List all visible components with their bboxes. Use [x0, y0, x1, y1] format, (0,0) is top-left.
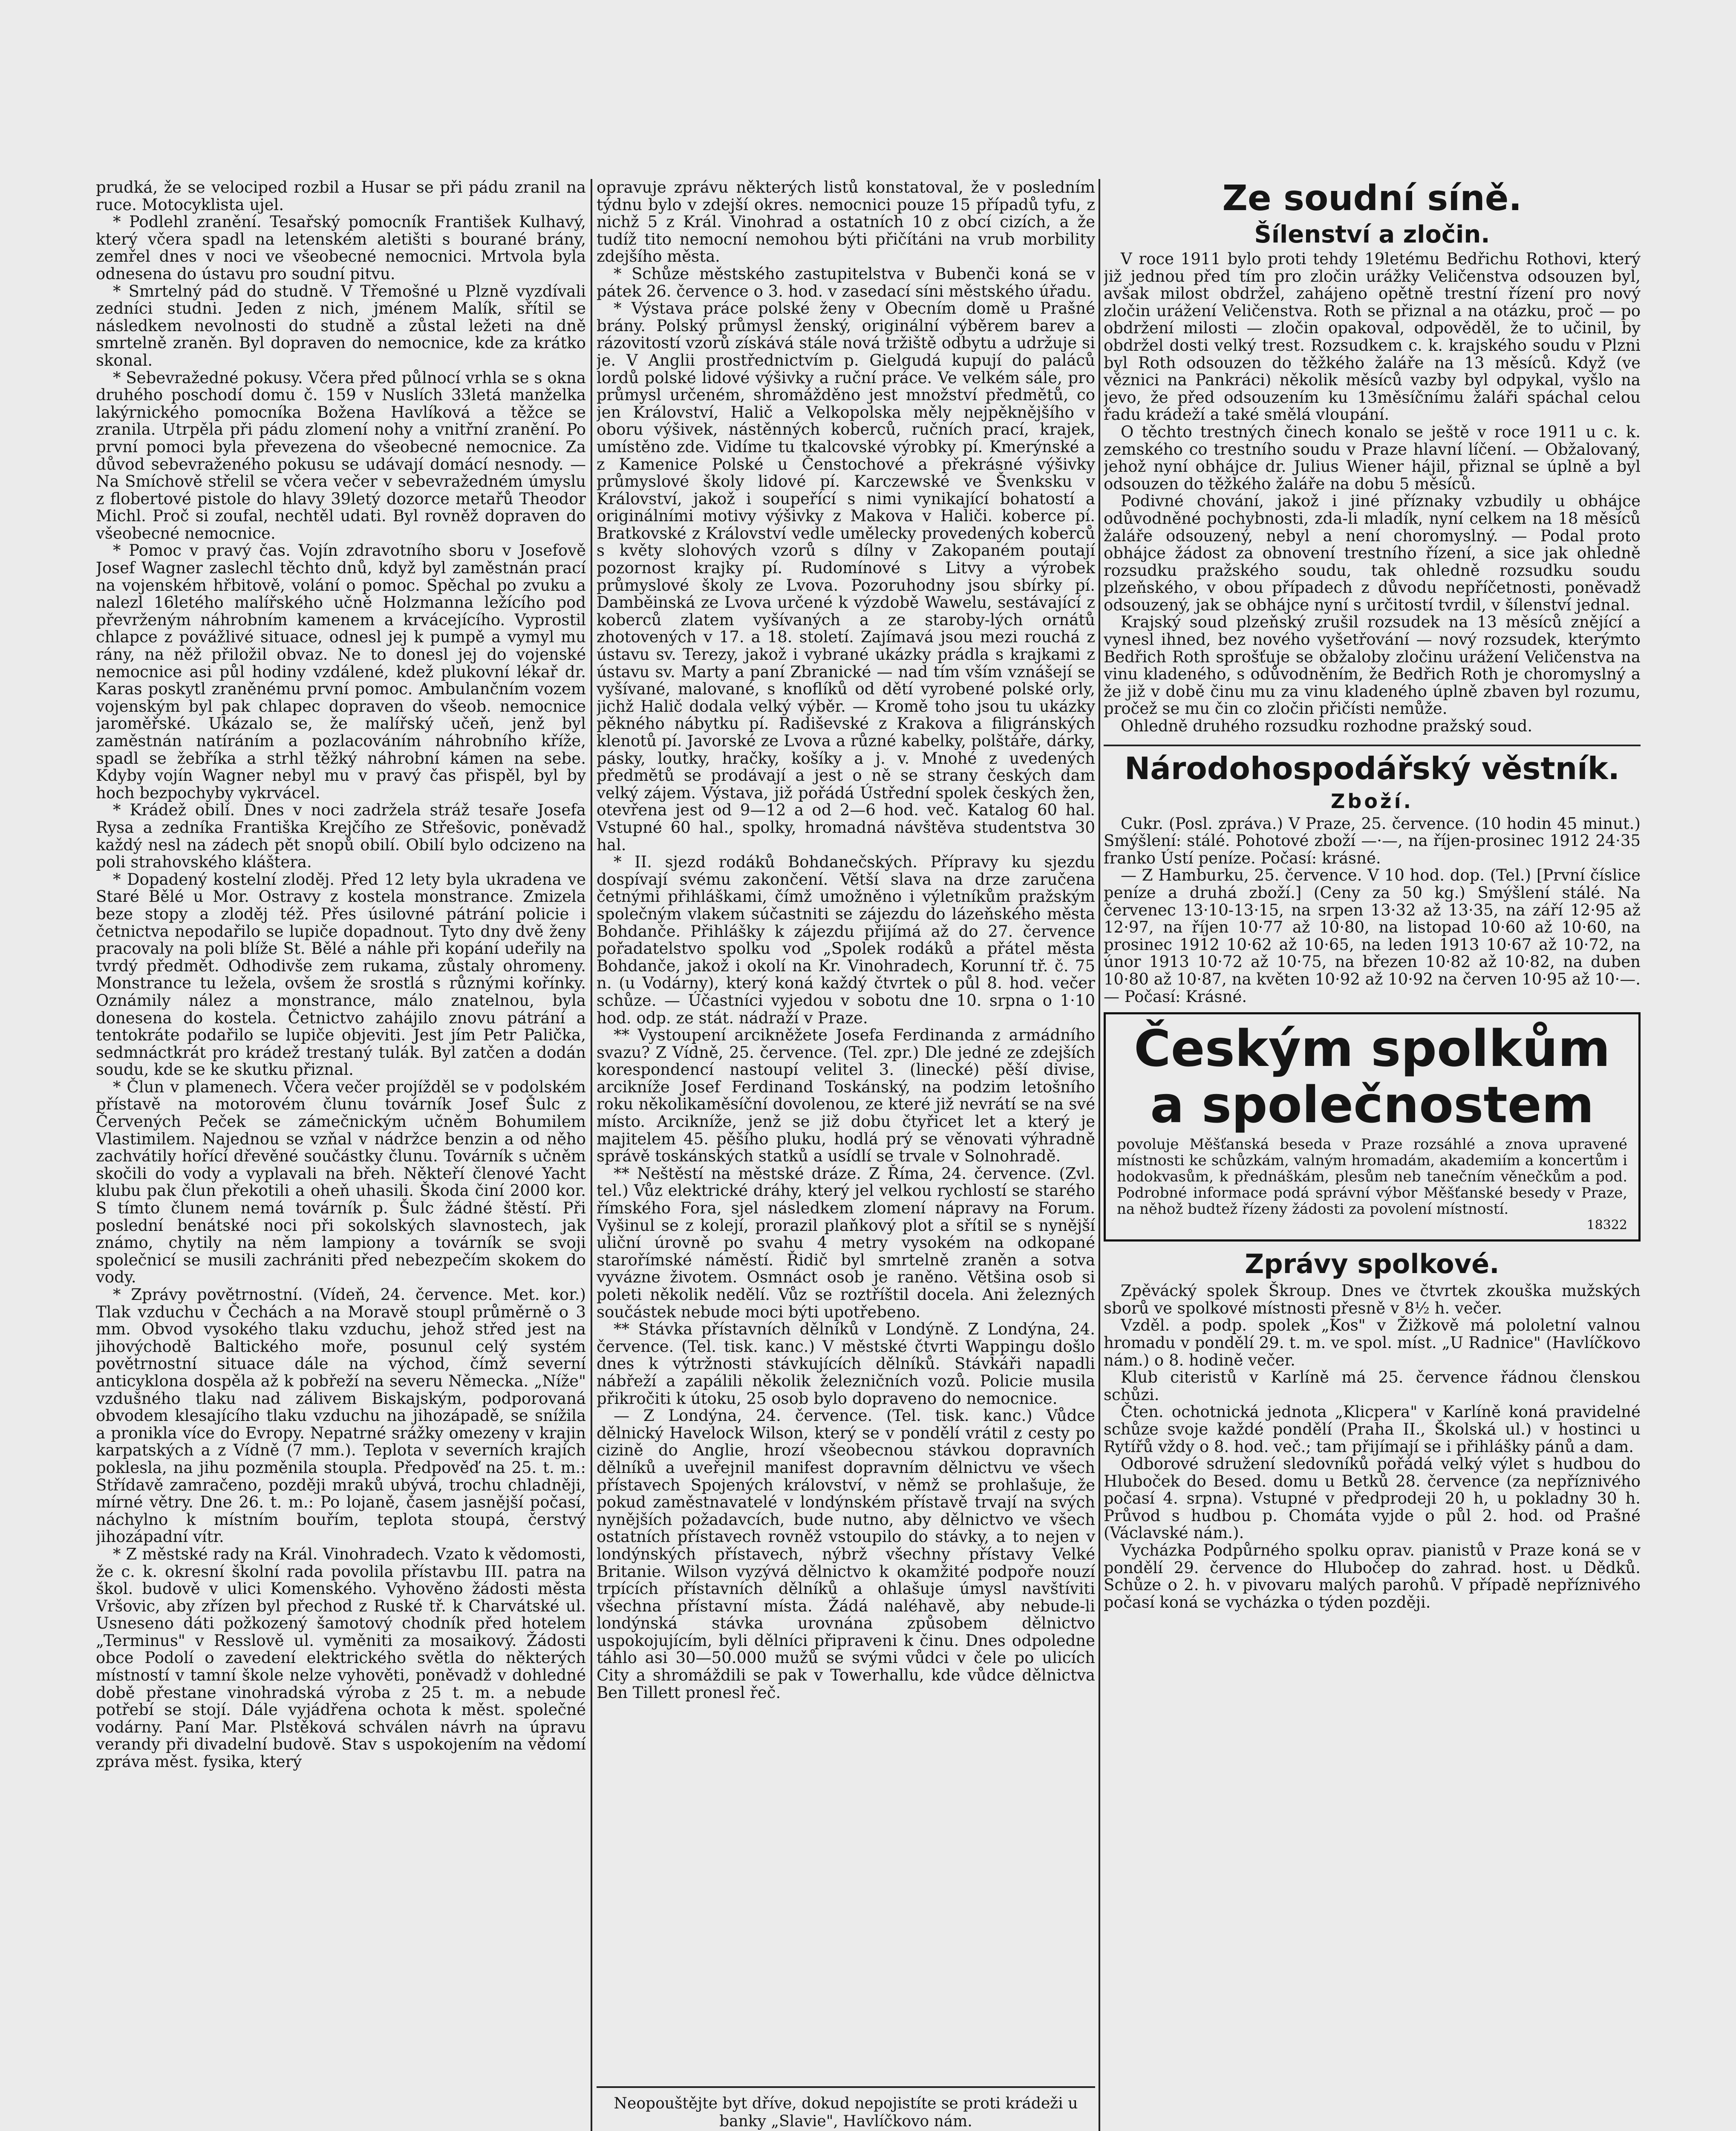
column-divider	[591, 179, 592, 2131]
box-code: 18322	[1586, 1218, 1627, 1233]
article-paragraph: — Z Hamburku, 25. července. V 10 hod. dop. (Tel.) [První číslice peníze a druhá zboží.] (Ceny za 50 kg.) Smýšlení stálé. Na červenec 13·10-13·15, na srpen 13·32 až 13·35, na září 12·95 až 12·97, na říjen 10·77 až 10·80, na listopad 10·60 až 10·60, na prosinec 1912 10·62 až 10·65, na leden 1913 10·67 až 10·72, na únor 1913 10·72 až 10·75, na březen 10·82 až 10·82, na duben 10·80 až 10·87, na květen 10·92 až 10·92 na červen 10·95 až 10·—. — Počasí: Krásné.	[1104, 866, 1641, 1006]
article-paragraph: * Sebevražedné pokusy. Včera před půlnocí vrhla se s okna druhého poschodí domu č. 159 v Nuslích 33letá manželka lakýrnického pomocníka Božena Havlíková a těžce se zranila. Utrpěla při pádu zlomení nohy a vnitřní zranění. Po první pomoci byla převezena do všeobecné nemocnice. Za důvod sebevraženého pokusu se udávají domácí nesnody. — Na Smíchově střelil se včera večer v sebevražedném úmyslu z flobertové pistole do hlavy 39letý dozorce metařů Theodor Michl. Proč si zoufal, nechtěl udati. Byl rovněž dopraven do všeobecné nemocnice.	[96, 368, 586, 543]
article-paragraph: Klub citeristů v Karlíně má 25. července řádnou členskou schůzi.	[1104, 1368, 1641, 1404]
article-paragraph: ** Stávka přístavních dělníků v Londýně. Z Londýna, 24. července. (Tel. tisk. kanc.) V městské čtvrti Wappingu došlo dnes k výtržnosti stávkujících dělníků. Stávkáři napadli nábřeží a zapálili několik železničních vozů. Policie musila přikročiti k útoku, 25 osob bylo dopraveno do nemocnice.	[597, 1320, 1095, 1408]
article-paragraph: * Schůze městského zastupitelstva v Bubenči koná se v pátek 26. července o 3. hod. v zasedací síni městského úřadu.	[597, 264, 1095, 300]
court-section-title: Ze soudní síně.	[1222, 179, 1522, 219]
court-subtitle: Šílenství a zločin.	[1254, 221, 1490, 248]
article-paragraph: Ohledně druhého rozsudku rozhodne pražský soud.	[1121, 717, 1533, 736]
column-divider	[1099, 179, 1100, 2131]
article-paragraph: Krajský soud plzeňský zrušil rozsudek na 13 měsíců znějící a vynesl ihned, bez nového vyšetřování — nový rozsudek, kterýmto Bedřich Roth sprošťuje se obžaloby zločinu urážení Veličenstva na vinu kladeného, s odůvodněním, že Bedřich Roth je choromyslný a že již v době činu mu za vinu kladeného úplně zbaven byl rozumu, pročež se mu čin co zločin přičísti nemůže.	[1104, 613, 1641, 718]
article-paragraph: ** Neštěstí na městské dráze. Z Říma, 24. července. (Zvl. tel.) Vůz elektrické dráhy, který jel velkou rychlostí se starého římského Fora, sjel následkem zlomení nápravy na Forum. Vyšinul se z kolejí, prorazil plaňkový plot a sřítil se s nynější uliční úrovně po svahu 4 metry vysokém na odkopané starořímské náměstí. Řidič byl smrtelně zraněn a sotva vyvázne životem. Osmnáct osob je raněno. Většina osob si poleti několik nedělí. Vůz se roztříštil docela. Ani železných součástek nebude moci býti upotřebeno.	[597, 1164, 1095, 1321]
article-paragraph: * II. sjezd rodáků Bohdanečských. Přípravy ku sjezdu dospívají svému zakončení. Větší slava na drze zaručena četnými přihláškami, čímž umožněno i výletníkům pražským společným vlakem súčastniti se zájezdu do lázeňského města Bohdanče. Přihlášky k zájezdu přijímá až do 27. července pořadatelstvo spolku vod „Spolek rodáků a přátel města Bohdanče, jakož i okolí na Kr. Vinohradech, Korunní tř. č. 75 n. (u Vodárny), který koná každý čtvrtek o půl 8. hod. večer schůze. — Účastníci vyjedou v sobotu dne 10. srpna o 1·10 hod. odp. ze stát. nádraží v Praze.	[597, 853, 1095, 1027]
column-2	[597, 179, 1095, 2084]
article-paragraph: Vzděl. a podp. spolek „Kos" v Žižkově má pololetní valnou hromadu v pondělí 29. t. m. ve spol. míst. „U Radnice" (Havlíčkovo nám.) o 8. hodině večer.	[1104, 1316, 1641, 1369]
goods-subtitle: Zboží.	[1331, 789, 1413, 813]
article-paragraph: Vycházka Podpůrného spolku oprav. pianistů v Praze koná se v pondělí 29. července do Hlubočep do zahrad. host. u Dědků. Schůze o 2. h. v pivovaru malých parohů. V případě nepříznivého počasí koná se vycházka o týden později.	[1104, 1541, 1641, 1611]
article-paragraph: * Pomoc v pravý čas. Vojín zdravotního sboru v Josefově Josef Wagner zaslechl těchto dnů, když byl zaměstnán prací na vojenském hřbitově, volání o pomoc. Spěchal po zvuku a nalezl 16letého malířského učně Holzmanna ležícího pod převrženým náhrobním kamenem a krvácejícího. Vyprostil chlapce z povážlivé situace, odnesl jej k pumpě a vymyl mu rány, na něž přiložil obvaz. Ne to donesl jej do vojenské nemocnice asi půl hodiny vzdálené, kdež plukovní lékař dr. Karas poskytl zraněnému první pomoc. Ambulančním vozem vojenským byl pak chlapec dopraven do všeob. nemocnice jaroměřské. Ukázalo se, že malířský učeň, jenž byl zaměstnán natíráním a pozlacováním náhrobního kříže, spadl se žebříka a strhl těžký náhrobní kámen na sebe. Kdyby vojín Wagner nebyl mu v pravý čas přispěl, byl by hoch bezpochyby vykrvácel.	[96, 541, 586, 802]
article-paragraph: * Krádež obilí. Dnes v noci zadržela stráž tesaře Josefa Rysa a zedníka Františka Krejčího ze Střešovic, poněvadž každý nesl na zádech pět snopů obilí. Obilí bylo odcizeno na poli strahovského kláštera.	[96, 801, 586, 872]
economy-section-title: Národohospodářský věstník.	[1125, 750, 1620, 786]
article-paragraph: * Člun v plamenech. Včera večer projížděl se v podolském přístavě na motorovém člunu továrník Josef Šulc z Červených Peček se zámečnickým učněm Bohumilem Vlastimilem. Najednou se vzňal v nádržce benzin a od něho zachvátily hořící dřevěné součástky člunu. Továrník s učněm skočili do vody a vyplavali na břeh. Někteří členové Yacht klubu pak člun překotili a oheň uhasili. Škoda činí 2000 kor. S tímto člunem nemá továrník p. Šulc žádné štěstí. Při poslední benátské noci při sokolských slavnostech, jak známo, chytily na něm lampiony a továrník se svoji společnicí se musili zachrániti před nebezpečím skokem do vody.	[96, 1077, 586, 1287]
article-paragraph: ** Vystoupení arcikněžete Josefa Ferdinanda z armádního svazu? Z Vídně, 25. července. (Tel. zpr.) Dle jedné ze zdejších korespondencí nastoupí velitel 3. (linecké) pěší divise, arcikníže Josef Ferdinand Toskánský, na podzim letošního roku několikaměsíční dovolenou, ze které již nevrátí se na své místo. Arcikníže, jenž se již dobu čtyřicet let a který je majitelem 45. pěšího pluku, hodlá prý se věnovati výhradně správě toskánských statků a usídlí se trvale v Solnohradě.	[597, 1026, 1095, 1166]
club-news-title: Zprávy spolkové.	[1245, 1248, 1500, 1280]
bank-notice-text: Neopouštějte byt dříve, dokud nepojistíte se proti krádeži u banky „Slavie", Havlíčkovo nám.	[614, 2095, 1078, 2130]
column-3	[1104, 179, 1641, 2093]
article-paragraph: O těchto trestných činech konalo se ještě v roce 1911 u c. k. zemského co trestního soudu v Praze hlavní líčení. — Obžalovaný, jehož nyní obhájce dr. Julius Wiener hájil, přiznal se úplně a byl odsouzen do těžkého žaláře na dobu 5 měsíců.	[1104, 422, 1641, 493]
article-paragraph: V roce 1911 bylo proti tehdy 19letému Bedřichu Rothovi, který již jednou před tím pro zločin urážky Veličenstva odsouzen byl, avšak milost obdržel, zahájeno opětně trestní řízení pro nový zločin urážení Veličenstva. Roth se přiznal a na otázku, proč — po obdržení milosti — zločin opakoval, odpověděl, že to učinil, by obdržel dosti velký trest. Rozsudkem c. k. krajského soudu v Plzni byl Roth odsouzen do těžkého žaláře na 13 měsíců. Když (ve věznici na Pankráci) několik měsíců vazby byl odpykal, vyšlo na jevo, že před odsouzením ku 13měsíčnímu žaláři spáchal celou řadu krádeží a také smělá vloupání.	[1104, 250, 1641, 424]
box-headline-1: Českým spolkům	[1134, 1019, 1610, 1078]
column-1	[96, 179, 586, 2131]
article-paragraph: Odborové sdružení sledovníků pořádá velký výlet s hudbou do Hluboček do Besed. domu u Betků 28. července (za nepříznivého počasí 4. srpna). Vstupné v předprodeji 20 h, u pokladny 30 h. Průvod s hudbou p. Chomáta vyjde o půl 2. hod. od Prašné (Václavské nám.).	[1104, 1455, 1641, 1542]
article-paragraph: Cukr. (Posl. zpráva.) V Praze, 25. července. (10 hodin 45 minut.) Smýšlení: stálé. Pohotové zboží —·—, na říjen-prosinec 1912 24·35 franko Ústí peníze. Počasí: krásné.	[1104, 814, 1641, 867]
article-paragraph: Čten. ochotnická jednota „Klicpera" v Karlíně koná pravidelné schůze svoje každé pondělí (Praha II., Školská ul.) v hostinci u Rytířů vždy o 8. hod. več.; tam přijímají se i přihlášky pánů a dam.	[1104, 1403, 1641, 1456]
article-paragraph: Podivné chování, jakož i jiné příznaky vzbudily u obhájce odůvodněné pochybnosti, zda-li mladík, nyní celkem na 18 měsíců žaláře odsouzený, nebyl a není choromyslný. — Podal proto obhájce žádost za obnovení trestního řízení, a sice jak ohledně rozsudku pražského soudu, tak ohledně rozsudku soudu plzeňského, v obou případech z důvodu nepříčetnosti, poněvadž odsouzený, jak se obhájce nyní s určitostí tvrdil, v šílenství jednal.	[1104, 492, 1641, 614]
bank-notice	[597, 2086, 1095, 2131]
article-paragraph: prudká, že se velociped rozbil a Husar se při pádu zranil na ruce. Motocyklista ujel.	[96, 179, 586, 214]
article-paragraph: * Dopadený kostelní zloděj. Před 12 lety byla ukradena ve Staré Bělé u Mor. Ostravy z kostela monstrance. Zmizela beze stopy a zloděj též. Přes úsilovné pátrání policie i četnictva nepodařilo se lupiče dopadnout. Tyto dny dvě ženy pracovaly na poli blíže St. Bělé a náhle při kopání udeřily na tvrdý předmět. Odhodivše zem rukama, zůstaly ohromeny. Monstrance tu ležela, ovšem že srostlá s různými kořínky. Oznámily nález a monstrance, málo znatelnou, byla donesena do kostela. Četnictvo zahájilo znovu pátrání a tentokráte podařilo se lupiče objeviti. Jest jím Petr Palička, sedmnáctkrát pro krádež trestaný tulák. Byl zatčen a dodán soudu, kde se ke skutku přiznal.	[96, 870, 586, 1079]
box-headline-2: a společnostem	[1150, 1075, 1594, 1135]
article-paragraph: opravuje zprávu některých listů konstatoval, že v posledním týdnu bylo v zdejší okres. nemocnici pouze 15 případů tyfu, z nichž 5 z Král. Vinohrad a ostatních 10 z obcí cizích, a že tudíž tito nemocní nemohou býti přičítáni na vrub morbility zdejšího města.	[597, 179, 1095, 266]
article-paragraph: * Smrtelný pád do studně. V Třemošné u Plzně vyzdívali zedníci studni. Jeden z nich, jménem Malík, sřítil se následkem nevolnosti do studně a zůstal ležeti na dně smrtelně zraněn. Byl dopraven do nemocnice, kde za krátko skonal.	[96, 282, 586, 370]
article-paragraph: * Výstava práce polské ženy v Obecním domě u Prašné brány. Polský průmysl ženský, originální výběrem barev a rázovitostí vzorů získává stále nová tržiště odbytu a udržuje si je. V Anglii prostřednictvím p. Gielgudá kupují do paláců lordů polské lidové výšivky a ruční práce. Ve velkém sále, pro průmysl určeném, shromážděno jest množství předmětů, co jen Království, Halič a Velkopolska měly nejpěknějšího v oboru výšivek, nástěnných koberců, ručních prací, krajek, umístěno zde. Vidíme tu tkalcovské výrobky pí. Kmerýnské a z Kamenice Polské u Čenstochové a překrásné výšivky průmyslové školy lidové pí. Karczewské ve Švenksku v Království, jakož i soupeřící s nimi vynikající bohatostí a originálními motivy výšivky z Makova v Haliči. koberce pí. Bratkovské z Království vedle umělecky provedených koberců s květy slohových vzorů s dílny v Zakopaném poutají pozornost krajky pí. Rudomínové s Litvy a výrobek průmyslové školy ze Lvova. Pozoruhodny jsou sbírky pí. Damběinská ze Lvova určené k výzdobě Wawelu, sestávající z koberců zlatem vyšívaných a ze staroby-lých ornátů zhotovených v 17. a 18. století. Zajímavá jsou mezi rouchá z ústavu sv. Terezy, jakož i vybrané ukázky prádla s krajkami z ústavu sv. Marty a paní Zbranické — nad tím vším vznášejí se vyšívané, malované, s knoflíků od dětí vyrobené polské orly, jichž Halič dodala velký výběr. — Kromě toho jsou tu ukázky pěkného nábytku pí. Radiševské z Krakova a filigránských klenotů pí. Javorské ze Lvova a různé kabelky, polštáře, dárky, pásky, loutky, hračky, košíky a j. v. Mnohé z uvedených předmětů se prodávají a jest o ně se strany českých dam velký zájem. Výstava, již pořádá Ústřední spolek českých žen, otevřena jest od 9—12 a od 2—6 hod. več. Katalog 60 hal. Vstupné 60 hal., spolky, hromadná návštěva studentstva 30 hal.	[597, 299, 1095, 854]
article-paragraph: * Z městské rady na Král. Vinohradech. Vzato k vědomosti, že c. k. okresní školní rada povolila přístavbu III. patra na škol. budově v ulici Komenského. Vyhověno žádosti města Vršovic, aby zřízen byl přechod z Ruské tř. k Charvátské ul. Usneseno dáti požkozený šamotový chodník před hotelem „Terminus" v Resslově ul. vyměniti za mosaikový. Žádosti obce Podolí o zavedení elektrického světla do některých místností v tamní škole nelze vyhověti, poněvadž v dohledné době přestane vinohradská výroba z 25 t. m. a nebude potřebí se stojí. Dále vyjádřena ochota k měst. společné vodárny. Paní Mar. Plstěková schválen návrh na úpravu verandy při divadelní budově. Stav s uspokojením na vědomí zpráva měst. fysika, který	[96, 1545, 586, 1771]
clubs-advertisement-box	[1104, 1012, 1641, 1242]
article-paragraph: Zpěvácký spolek Škroup. Dnes ve čtvrtek zkouška mužských sborů ve spolkové místnosti přesně v 8½ h. večer.	[1104, 1282, 1641, 1317]
article-paragraph: * Zprávy povětrnostní. (Vídeň, 24. července. Met. kor.) Tlak vzduchu v Čechách a na Moravě stoupl průměrně o 3 mm. Obvod vysokého tlaku vzduchu, jehož střed jest na jihovýchodě Baltického moře, posunul celý systém povětrnostní situace dále na východ, čímž severní anticyklona dospěla až k pobřeží na severu Německa. „Níže" vzdušného tlaku nad zálivem Biskajským, podporovaná obvodem klesajícího tlaku vzduchu na jihozápadě, se snížila a pronikla více do Evropy. Nepatrné srážky omezeny v krajin karpatských a z Vídně (7 mm.). Teplota v severních krajích poklesla, na jihu pozměnila stoupla. Předpověď na 25. t. m.: Střídavě zamračeno, později mraků ubývá, trochu chladněji, mírné větry. Dne 26. t. m.: Po lojaně, časem jasnější počasí, náchylno k místním bouřím, teplota stoupá, čerstvý jihozápadní vítr.	[96, 1285, 586, 1546]
box-text: povoluje Měšťanská beseda v Praze rozsáhlé a znova upravené místnosti ke schůzkám, valným hromadám, akademiím a koncertům i hodokvasům, k přednáškám, plesům neb tanečním věnečkům a pod. Podrobné informace podá správní výbor Měšťanské besedy v Praze, na něhož budtež řízeny žádosti za povolení místností.	[1117, 1136, 1627, 1218]
section-divider	[1104, 745, 1641, 746]
article-paragraph: — Z Londýna, 24. července. (Tel. tisk. kanc.) Vůdce dělnický Havelock Wilson, který se v pondělí vrátil z cesty po cizině do Anglie, hrozí všeobecnou stávkou dopravních dělníků a uveřejnil manifest dopravním dělnictvu ve všech přístavech Spojených království, v němž se prohlašuje, že pokud zaměstnavatelé v londýnském přístavě trvají na svých nynějších požadavcích, bude nutno, aby dělnictvo ve všech ostatních přístavech rovněž vstoupilo do stávky, a to nejen v londýnských přístavech, nýbrž všechny přístavy Velké Britanie. Wilson vyzývá dělnictvo k okamžité podpoře nouzí trpících přístavních dělníků a ohlašuje úmysl navštíviti všechna přístavní místa. Žádá naléhavě, aby nebude-li londýnská stávka urovnána způsobem dělnictvo uspokojujícím, byli dělníci připraveni k činu. Dnes odpoledne táhlo asi 30—50.000 mužů se svými vůdci v čele po ulicích City a shromáždili se pak v Towerhallu, kde vůdce dělnictva Ben Tillett pronesl řeč.	[597, 1406, 1095, 1702]
article-paragraph: * Podlehl zranění. Tesařský pomocník František Kulhavý, který včera spadl na letenském aletišti s bourané brány, zemřel dnes v noci ve všeobecné nemocnici. Mrtvola byla odnesena do ústavu pro soudní pitvu.	[96, 213, 586, 283]
